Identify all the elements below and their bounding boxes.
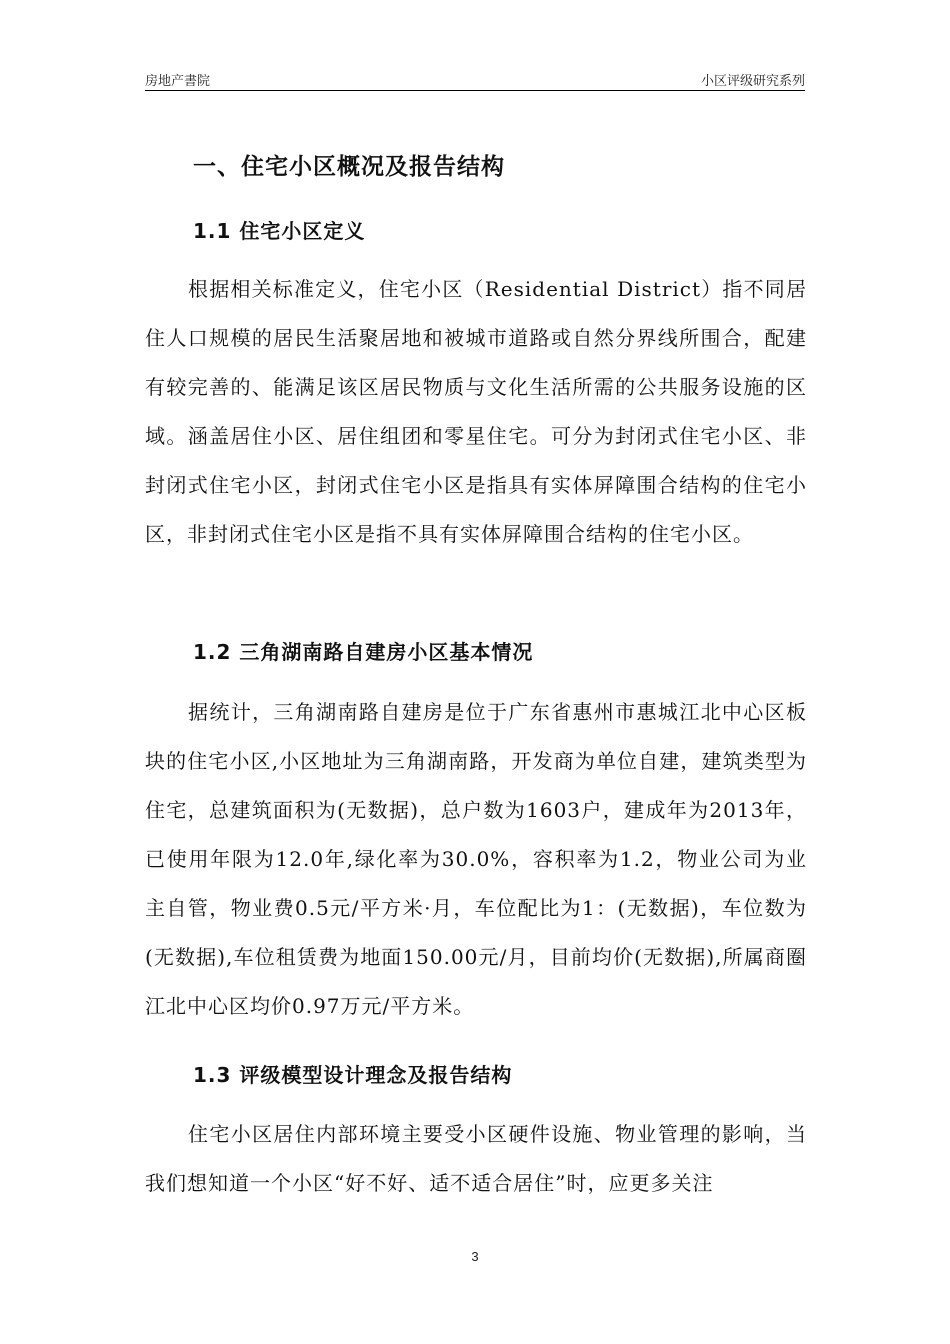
header-divider xyxy=(145,90,805,91)
paragraph-model-design: 住宅小区居住内部环境主要受小区硬件设施、物业管理的影响，当我们想知道一个小区“好不好、适不适合居住”时，应更多关注 xyxy=(145,1122,807,1195)
section-heading-1-3: 1.3 评级模型设计理念及报告结构 xyxy=(193,1063,513,1087)
header-series-title: 小区评级研究系列 xyxy=(700,74,805,89)
section-heading-1-2: 1.2 三角湖南路自建房小区基本情况 xyxy=(193,640,534,664)
section-heading-1-1: 1.1 住宅小区定义 xyxy=(193,219,366,243)
paragraph-definition: 根据相关标准定义，住宅小区（Residential District）指不同居住人口规模的居民生活聚居地和被城市道路或自然分界线所围合，配建有较完善的、能满足该区居民物质与文化生活所需的公共服务设施的区域。涵盖居住小区、居住组团和零星住宅。可分为封闭式住宅小区、非封闭式住宅小区，封闭式住宅小区是指具有实体屏障围合结构的住宅小区，非封闭式住宅小区是指不具有实体屏障围合结构的住宅小区。 xyxy=(145,277,807,546)
paragraph-basic-info: 据统计，三角湖南路自建房是位于广东省惠州市惠城江北中心区板块的住宅小区,小区地址为三角湖南路，开发商为单位自建，建筑类型为住宅，总建筑面积为(无数据)，总户数为1603户，建成年为2013年，已使用年限为12.0年,绿化率为30.0%，容积率为1.2，物业公司为业主自管，物业费0.5元/平方米·月，车位配比为1：(无数据)，车位数为(无数据),车位租赁费为地面150.00元/月，目前均价(无数据),所属商圈江北中心区均价0.97万元/平方米。 xyxy=(145,700,807,1018)
page-number: 3 xyxy=(471,1249,479,1264)
chapter-title: 一、住宅小区概况及报告结构 xyxy=(193,154,505,180)
header-publisher: 房地产書院 xyxy=(145,74,211,89)
